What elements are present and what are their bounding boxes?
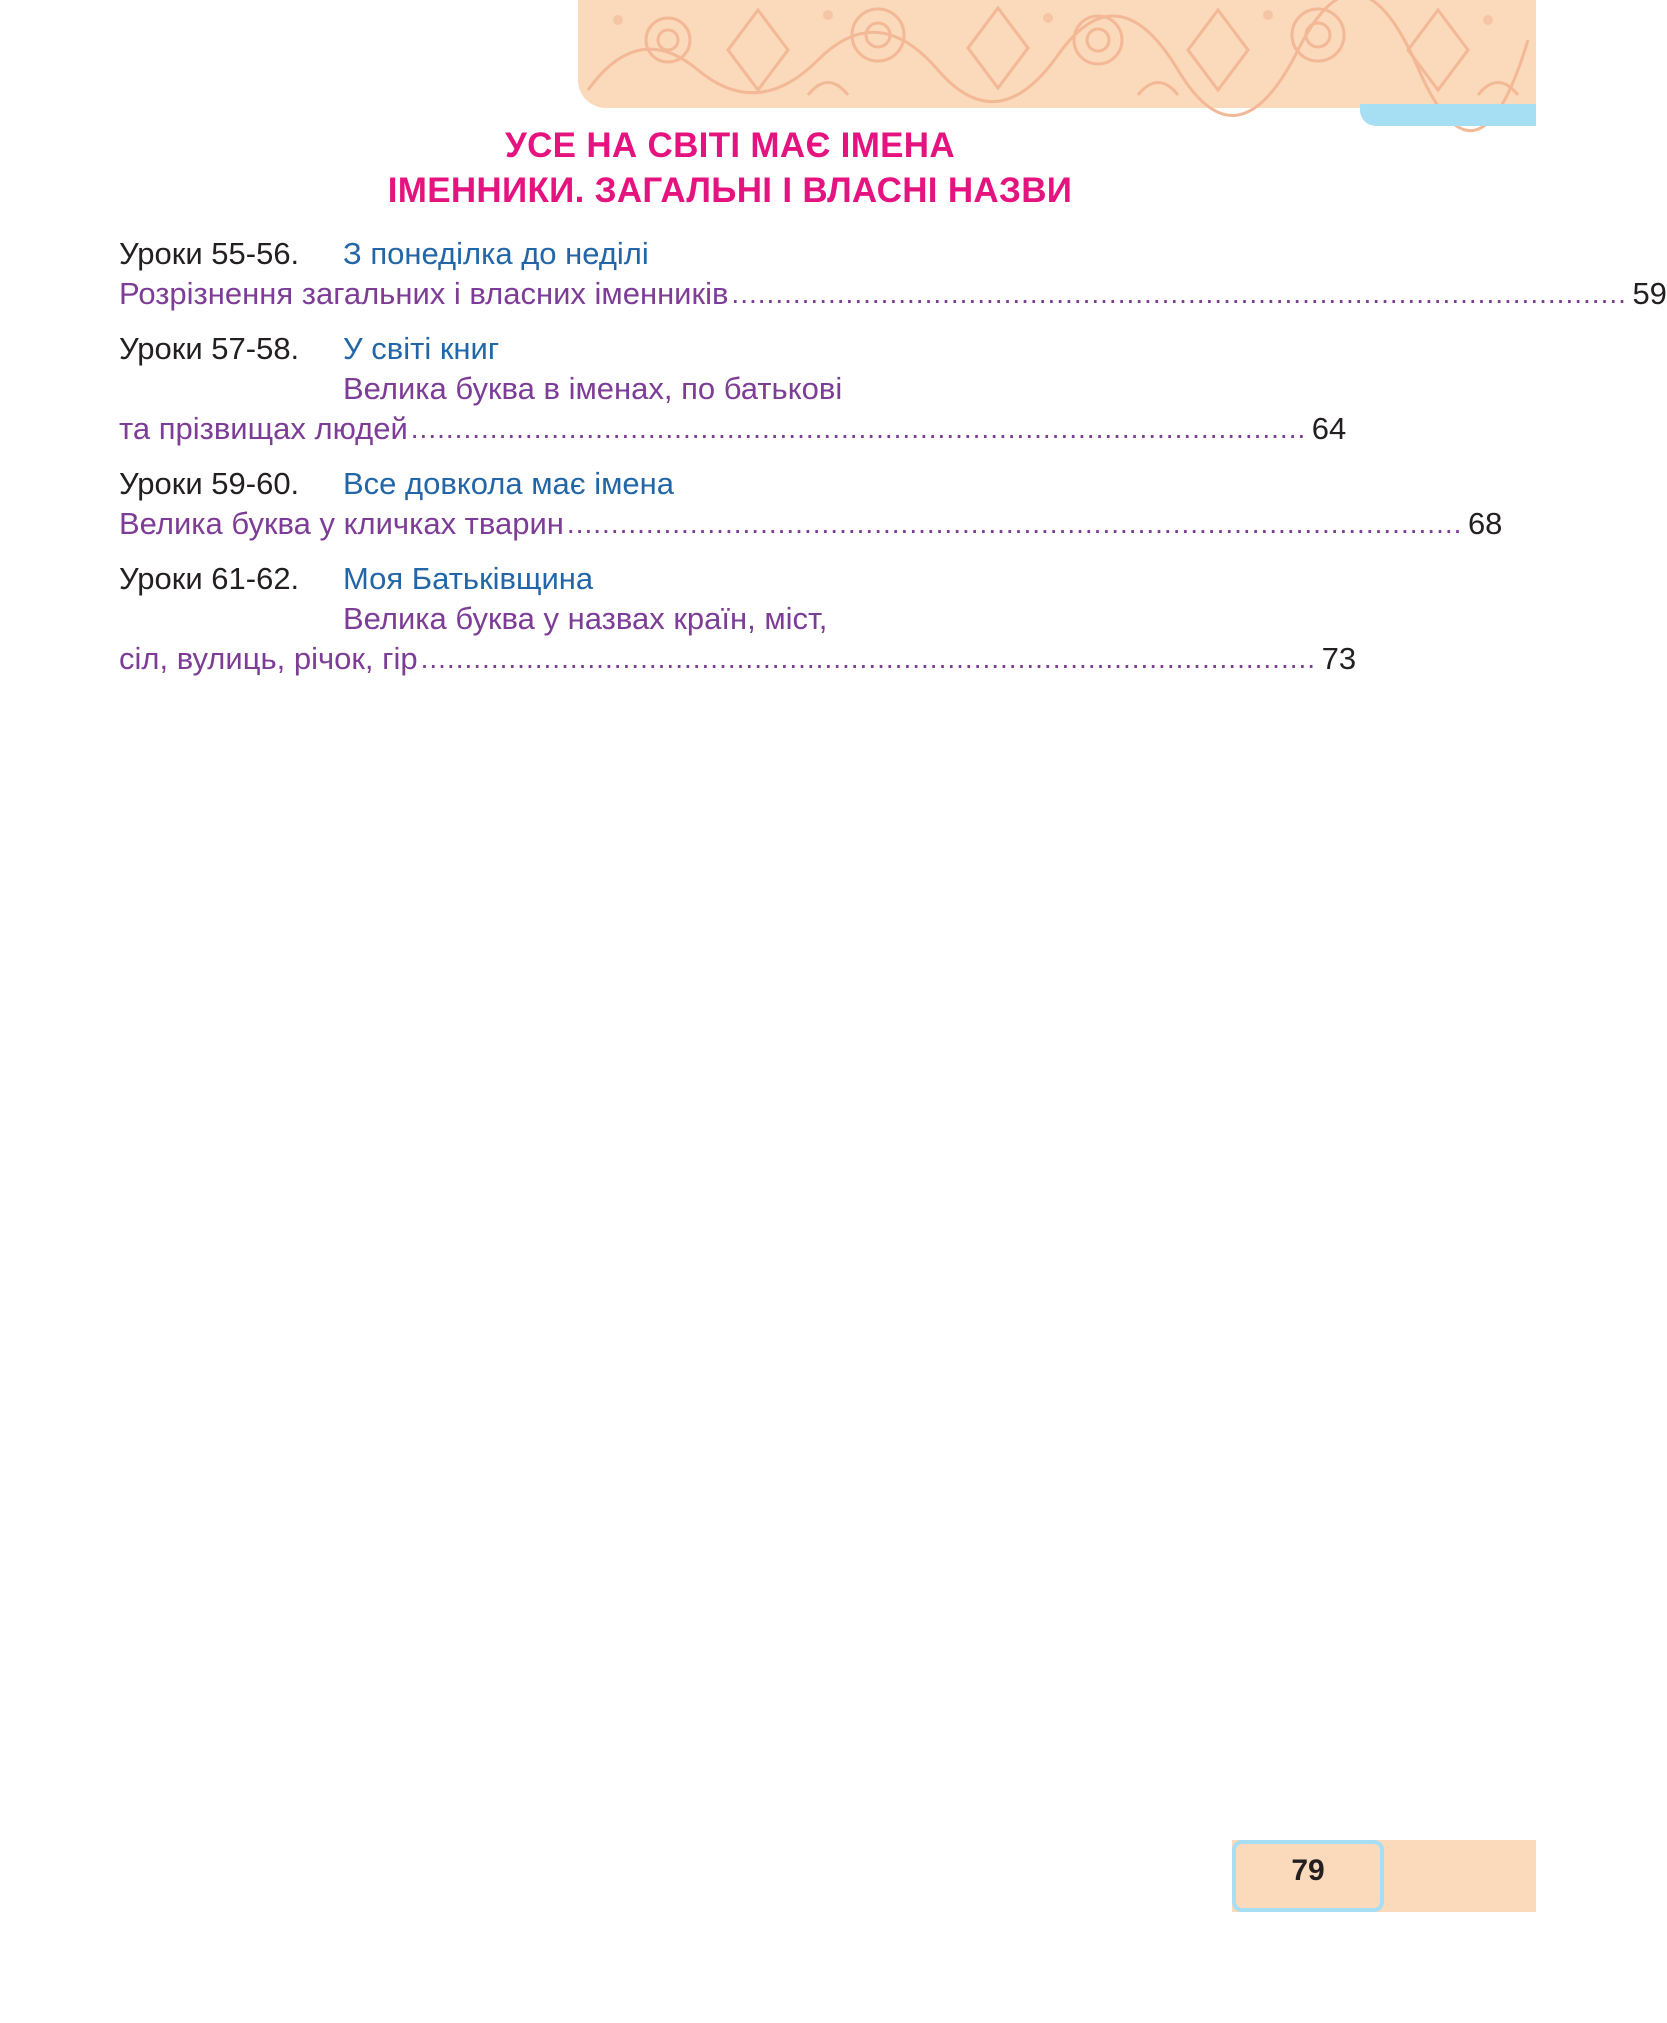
lesson-number: Уроки 57-58.: [119, 331, 300, 366]
lesson-topic-continued: сіл, вулиць, річок, гір: [119, 641, 418, 676]
lesson-title: У світі книг: [343, 331, 500, 366]
page-reference: 64: [1311, 411, 1347, 446]
lesson-number: Уроки 55-56.: [119, 236, 300, 271]
table-of-contents: [119, 234, 1667, 694]
lesson-topic: Велика буква у назвах країн, міст,: [343, 601, 828, 636]
lesson-title: Моя Батьківщина: [343, 561, 594, 596]
lesson-topic: Велика буква в іменах, по батькові: [343, 371, 843, 406]
dot-leader: ......................................................................................................: [410, 413, 1307, 444]
lesson-topic: Розрізнення загальних і власних іменників: [119, 276, 729, 311]
lesson-topic: Велика буква у кличках тварин: [119, 506, 564, 541]
lesson-title: З понеділка до неділі: [343, 236, 649, 271]
dot-leader: ......................................................................................................: [420, 643, 1317, 674]
lesson-number: Уроки 61-62.: [119, 561, 300, 596]
lesson-topic-continued: та прізвищах людей: [119, 411, 408, 446]
lesson-title: Все довкола має імена: [343, 466, 675, 501]
blue-accent-strip: [1360, 104, 1536, 126]
section-title: УСЕ НА СВІТІ МАЄ ІМЕНА: [505, 126, 955, 165]
toc-entry[interactable]: [119, 234, 1667, 314]
dot-leader: ......................................................................................................: [566, 508, 1463, 539]
decorative-ornament-banner: [578, 0, 1536, 108]
page-reference: 73: [1321, 641, 1357, 676]
page-reference: 59: [1632, 276, 1667, 311]
toc-entry[interactable]: [119, 464, 1503, 544]
toc-entry[interactable]: [119, 559, 1357, 679]
lesson-number: Уроки 59-60.: [119, 466, 300, 501]
folk-ornament-pattern: [578, 0, 1536, 108]
dot-leader: ......................................................................................................: [731, 278, 1627, 309]
page-number: 79: [1291, 1854, 1325, 1887]
page-reference: 68: [1467, 506, 1503, 541]
toc-entry[interactable]: [119, 329, 1347, 449]
section-subtitle: ІМЕННИКИ. ЗАГАЛЬНІ І ВЛАСНІ НАЗВИ: [387, 171, 1073, 210]
